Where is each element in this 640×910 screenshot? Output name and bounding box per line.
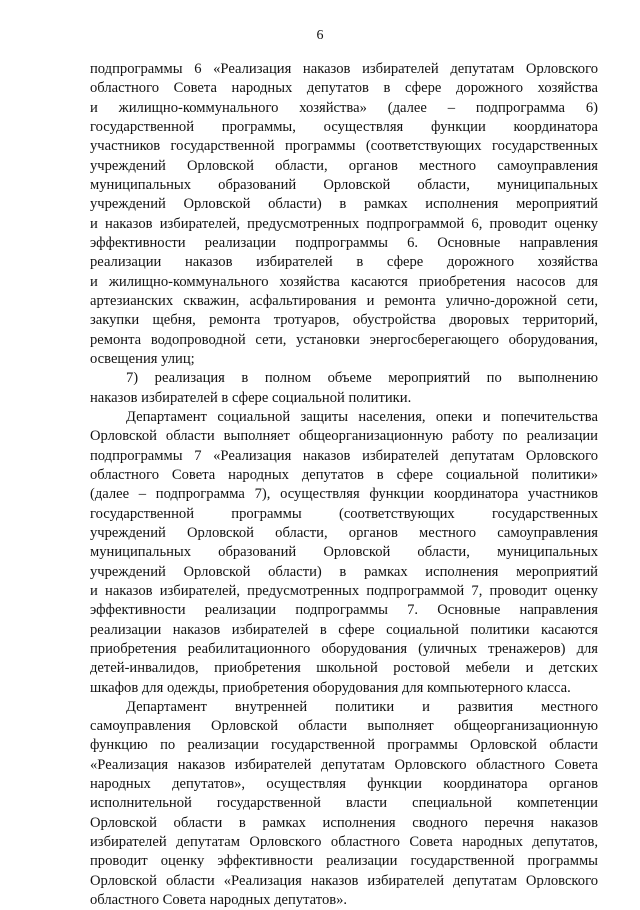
page-number: 6 xyxy=(316,28,324,43)
text-line: учреждений Орловской области) в рамках исполнения мероприятий xyxy=(90,196,598,213)
text-line: и наказов избирателей, предусмотренных подпрограммой 6, проводит оценку xyxy=(90,215,598,232)
text-line: шкафов для одежды, приобретения оборудования для компьютерного класса. xyxy=(90,679,571,696)
text-line: функцию по реализации государственной программы Орловской области xyxy=(90,737,598,754)
text-line: реализации наказов избирателей в сфере дорожного хозяйства xyxy=(90,254,598,271)
text-line: областного Совета народных депутатов». xyxy=(90,892,348,909)
text-line: эффективности реализации подпрограммы 6. Основные направления xyxy=(90,234,598,251)
text-line: исполнительной государственной власти специальной компетенции xyxy=(90,795,598,812)
text-line: детей-инвалидов, приобретения школьной ростовой мебели и детских xyxy=(90,660,598,677)
text-line: муниципальных образований Орловской области, муниципальных xyxy=(90,544,598,561)
text-line: подпрограммы 6 «Реализация наказов избирателей депутатам Орловского xyxy=(90,61,598,77)
text-line: муниципальных образований Орловской области, муниципальных xyxy=(90,176,598,193)
text-line: проводит оценку эффективности реализации государственной программы xyxy=(90,853,598,870)
text-line: и жилищно-коммунального хозяйства» (далее – подпрограмма 6) xyxy=(90,99,598,116)
text-line: (далее – подпрограмма 7), осуществляя функции координатора участников xyxy=(90,486,598,503)
text-line: артезианских скважин, асфальтирования и ремонта улично-дорожной сети, xyxy=(90,292,598,309)
document-body xyxy=(90,60,598,910)
text-line: реализации наказов избирателей в сфере социальной политики касаются xyxy=(90,621,598,638)
text-line: Департамент социальной защиты населения, опеки и попечительства xyxy=(126,408,598,425)
text-line: 7) реализация в полном объеме мероприятий по выполнению xyxy=(126,370,598,387)
text-line: областного Совета народных депутатов в сфере дорожного хозяйства xyxy=(90,80,598,97)
text-line: государственной программы (соответствующих государственных xyxy=(90,505,598,522)
text-line: Департамент внутренней политики и развития местного xyxy=(126,698,598,715)
text-line: народных депутатов», осуществляя функции координатора органов xyxy=(90,776,598,793)
text-line: государственной программы, осуществляя функции координатора xyxy=(90,118,598,135)
text-line: учреждений Орловской области, органов местного самоуправления xyxy=(90,524,598,541)
text-line: учреждений Орловской области) в рамках исполнения мероприятий xyxy=(90,563,598,580)
text-line: закупки щебня, ремонта тротуаров, обустройства дворовых территорий, xyxy=(90,312,598,329)
text-line: приобретения реабилитационного оборудования (уличных тренажеров) для xyxy=(90,640,598,657)
text-line: наказов избирателей в сфере социальной политики. xyxy=(90,389,412,406)
text-line: и жилищно-коммунального хозяйства касаются приобретения насосов для xyxy=(90,273,598,290)
text-line: избирателей депутатам Орловского областного Совета народных депутатов, xyxy=(90,834,598,851)
text-line: «Реализация наказов избирателей депутатам Орловского областного Совета xyxy=(90,756,598,773)
text-line: ремонта водопроводной сети, установки энергосберегающего оборудования, xyxy=(90,331,598,348)
text-line: Орловской области выполняет общеорганизационную работу по реализации xyxy=(90,428,598,445)
text-line: подпрограммы 7 «Реализация наказов избирателей депутатам Орловского xyxy=(90,447,598,464)
text-line: участников государственной программы (соответствующих государственных xyxy=(90,138,598,155)
text-line: эффективности реализации подпрограммы 7. Основные направления xyxy=(90,602,598,619)
text-line: учреждений Орловской области, органов местного самоуправления xyxy=(90,157,598,174)
text-line: и наказов избирателей, предусмотренных подпрограммой 7, проводит оценку xyxy=(90,582,598,599)
text-line: самоуправления Орловской области выполняет общеорганизационную xyxy=(90,718,598,735)
text-line: освещения улиц; xyxy=(90,350,195,367)
text-line: Орловской области в рамках исполнения сводного перечня наказов xyxy=(90,814,598,831)
text-line: областного Совета народных депутатов в сфере социальной политики» xyxy=(90,466,598,483)
text-line: Орловской области «Реализация наказов избирателей депутатам Орловского xyxy=(90,872,598,889)
